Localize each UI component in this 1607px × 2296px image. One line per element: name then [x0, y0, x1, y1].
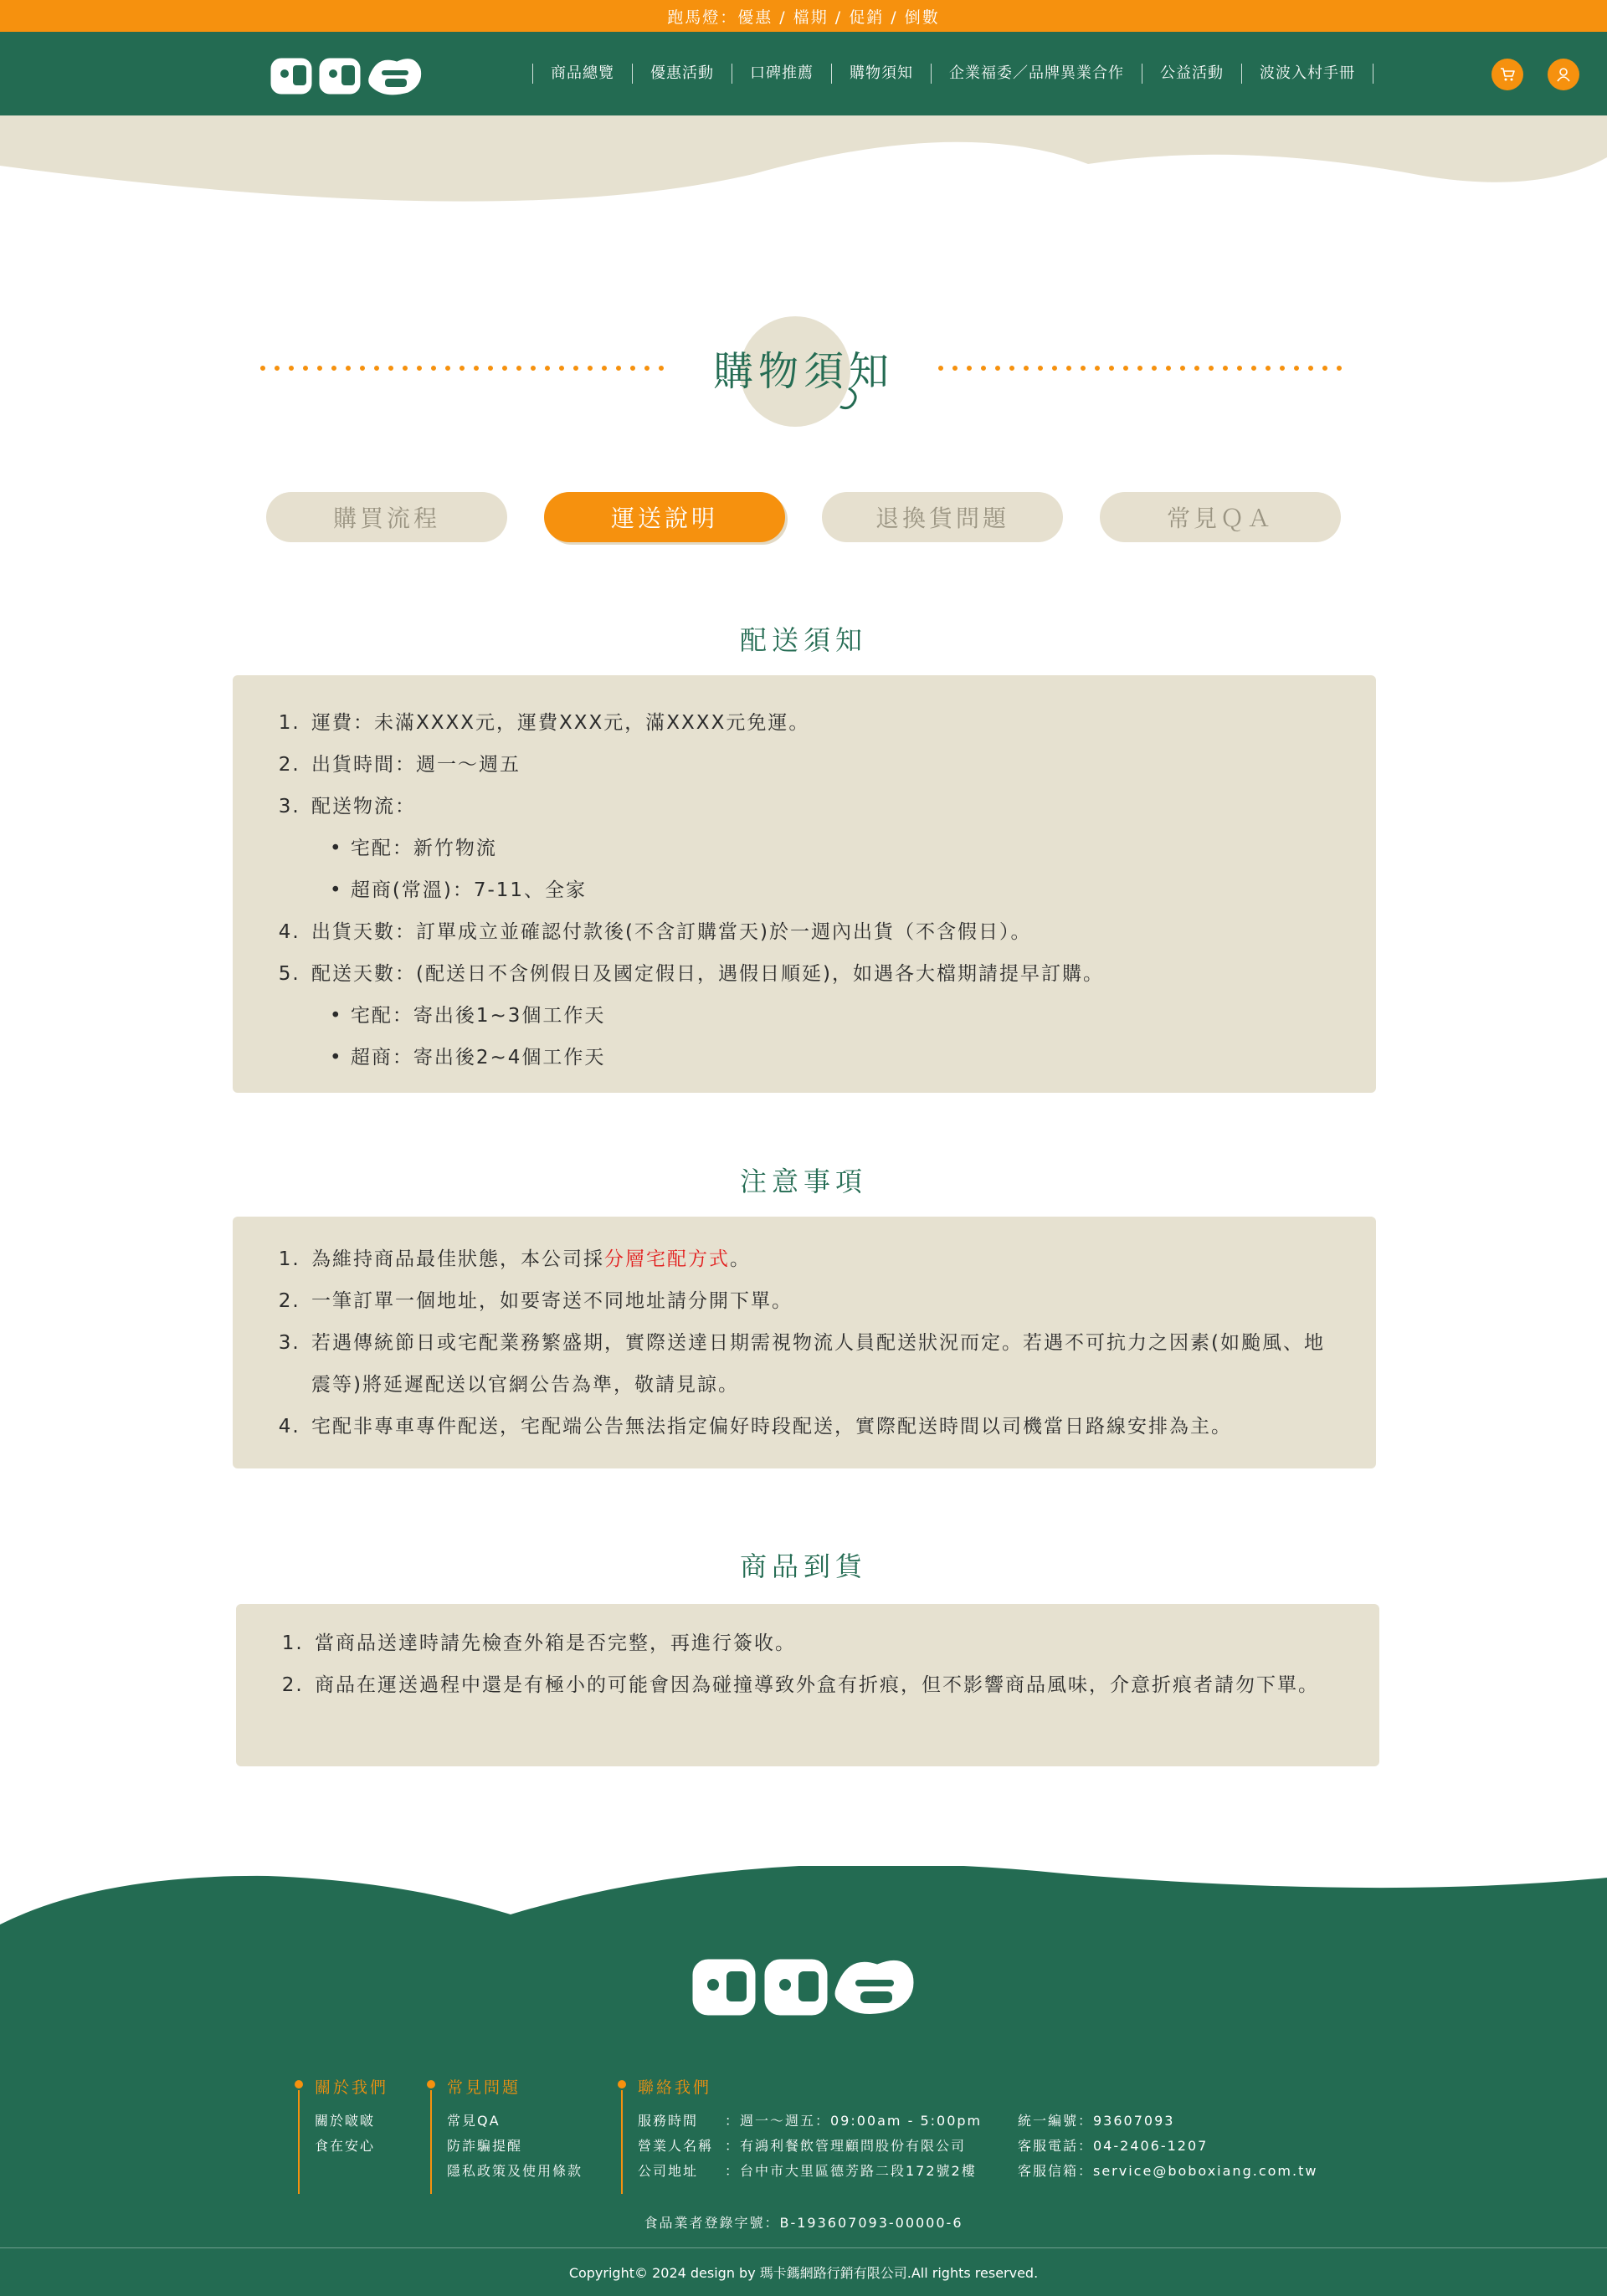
footer-heading-faq: 常見問題: [447, 2078, 521, 2097]
main-menu: [532, 62, 1373, 85]
bullet-dot: [427, 2080, 435, 2088]
list-item: 1. 運費：未滿XXXX元，運費XXX元，滿XXXX元免運。: [308, 702, 1343, 744]
column-divider: [298, 2090, 300, 2194]
footer-link-qa[interactable]: 常見QA: [447, 2113, 501, 2129]
footer-tax-id: 統一編號：93607093: [1018, 2113, 1175, 2129]
header-wave: [0, 115, 1607, 224]
nav-item-products[interactable]: 商品總覽: [532, 64, 632, 84]
list-item-text: 。: [730, 1248, 751, 1270]
page-title-block: [251, 301, 1356, 435]
section-title-shipping: 配送須知: [739, 624, 867, 656]
bullet-dot: [295, 2080, 303, 2088]
list-item: [308, 786, 1343, 911]
footer-link-food-safety[interactable]: 食在安心: [315, 2138, 376, 2154]
notice-list: [266, 1238, 1343, 1448]
footer-phone[interactable]: 客服電話：04-2406-1207: [1018, 2138, 1209, 2154]
account-button[interactable]: [1548, 59, 1579, 90]
footer-key: 服務時間: [638, 2113, 699, 2129]
notice-box: [233, 1217, 1376, 1468]
list-item: [308, 953, 1343, 1079]
nav-item-promotions[interactable]: 優惠活動: [632, 64, 732, 84]
list-item: 2. 出貨時間：週一～週五: [308, 744, 1343, 786]
tab-purchase-process[interactable]: 購買流程: [266, 492, 507, 542]
footer-row: [638, 2134, 1317, 2159]
footer-link-fraud[interactable]: 防詐騙提醒: [447, 2138, 523, 2154]
list-item: 3. 若遇傳統節日或宅配業務繁盛期，實際送達日期需視物流人員配送狀況而定。若遇不可抗力之因素(如颱風、地震等)將延遲配送以官網公告為準，敬請見諒。: [308, 1322, 1343, 1406]
nav-item-shopping-guide[interactable]: 購物須知: [831, 64, 931, 84]
nav-item-corporate[interactable]: 企業福委／品牌異業合作: [931, 64, 1142, 84]
footer-value: ：有鴻利餐飲管理顧問股份有限公司: [725, 2138, 967, 2154]
footer-heading-about: 關於我們: [315, 2078, 389, 2097]
column-divider: [430, 2090, 432, 2194]
sub-list-item: • 宅配：新竹物流: [330, 828, 1343, 869]
footer-row: [638, 2109, 1317, 2134]
copyright: Copyright© 2024 design by 瑪卡鎷網路行銷有限公司.All rights reserved.: [568, 2265, 1039, 2281]
footer-link-about[interactable]: 關於啵啵: [315, 2113, 376, 2129]
top-nav: [0, 32, 1607, 115]
highlight-text: 分層宅配方式: [604, 1248, 730, 1270]
list-item: [308, 1238, 1343, 1280]
sub-list: [311, 995, 1343, 1079]
footer-divider: [0, 2247, 1607, 2248]
page-title: 購物須知: [712, 348, 894, 395]
shipping-info-box: [233, 675, 1376, 1093]
list-item-text: 配送物流：: [311, 796, 416, 817]
shipping-list: [266, 702, 1343, 1079]
section-title-arrival: 商品到貨: [739, 1550, 867, 1582]
list-item: 4. 出貨天數：訂單成立並確認付款後(不含訂購當天)於一週內出貨（不含假日）。: [308, 911, 1343, 953]
cart-button[interactable]: [1491, 59, 1523, 90]
tab-returns[interactable]: 退換貨問題: [822, 492, 1063, 542]
sub-list: [311, 828, 1343, 911]
marquee-banner: 跑馬燈：優惠 / 檔期 / 促銷 / 倒數: [0, 0, 1607, 32]
arrival-box: [236, 1604, 1379, 1766]
list-item: 2. 商品在運送過程中還是有極小的可能會因為碰撞導致外盒有折痕，但不影響商品風味，介意折痕者請勿下單。: [311, 1664, 1346, 1706]
nav-item-reviews[interactable]: 口碑推薦: [732, 64, 831, 84]
nav-item-handbook[interactable]: 波波入村手冊: [1241, 64, 1373, 84]
sub-list-item: • 超商：寄出後2~4個工作天: [330, 1037, 1343, 1079]
footer-key: 營業人名稱: [638, 2138, 714, 2154]
arrival-list: [270, 1622, 1346, 1706]
sub-list-item: • 超商(常溫)：7-11、全家: [330, 869, 1343, 911]
list-item: 4. 宅配非專車專件配送，宅配端公告無法指定偏好時段配送，實際配送時間以司機當日路線安排為主。: [308, 1406, 1343, 1448]
footer-key: 公司地址: [638, 2163, 699, 2179]
cart-icon: [1499, 66, 1516, 83]
footer-logo[interactable]: [688, 1950, 919, 2025]
tab-faq[interactable]: 常見ＱＡ: [1100, 492, 1341, 542]
food-registration-number: 食品業者登錄字號：B-193607093-00000-6: [644, 2215, 963, 2231]
tab-shipping-info[interactable]: 運送說明: [544, 492, 785, 542]
guide-tabs: [266, 492, 1341, 544]
user-icon: [1555, 66, 1572, 83]
footer-link-privacy[interactable]: 隱私政策及使用條款: [447, 2163, 583, 2179]
footer-email[interactable]: 客服信箱：service@boboxiang.com.tw: [1018, 2163, 1318, 2179]
section-title-notice: 注意事項: [739, 1166, 867, 1197]
list-item-text: 為維持商品最佳狀態，本公司採: [311, 1248, 604, 1270]
list-item-text: 配送天數：(配送日不含例假日及國定假日，遇假日順延)，如遇各大檔期請提早訂購。: [311, 963, 1104, 985]
list-item: 1. 當商品送達時請先檢查外箱是否完整，再進行簽收。: [311, 1622, 1346, 1664]
footer-value: ：週一～週五：09:00am - 5:00pm: [725, 2113, 983, 2129]
footer-heading-contact: 聯絡我們: [638, 2078, 712, 2097]
brand-logo[interactable]: [266, 50, 425, 100]
sub-list-item: • 宅配：寄出後1~3個工作天: [330, 995, 1343, 1037]
footer-row: [638, 2159, 1317, 2184]
column-divider: [621, 2090, 623, 2194]
bullet-dot: [618, 2080, 626, 2088]
list-item: 2. 一筆訂單一個地址，如要寄送不同地址請分開下單。: [308, 1280, 1343, 1322]
footer-value: ：台中市大里區德芳路二段172號2樓: [725, 2163, 977, 2179]
nav-item-charity[interactable]: 公益活動: [1142, 64, 1241, 84]
